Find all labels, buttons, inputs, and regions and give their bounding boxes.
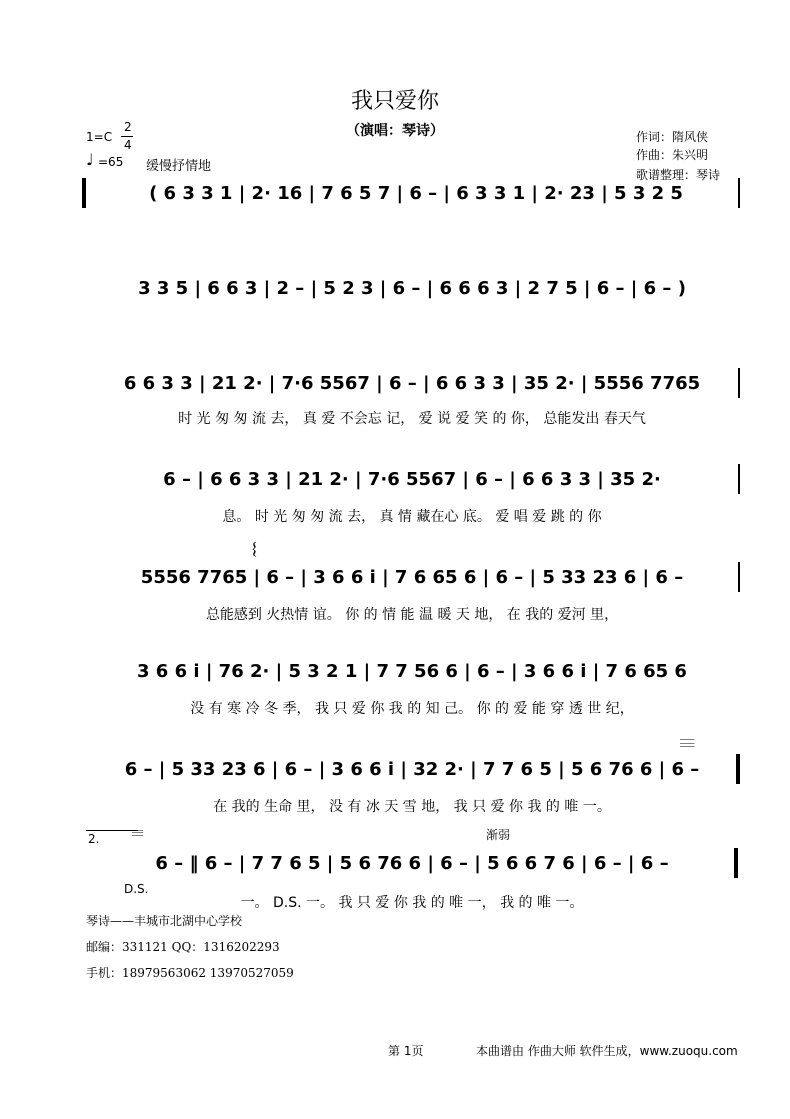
- barline: [738, 368, 740, 398]
- score-row-7: [82, 754, 742, 784]
- lyric-line-7: 在 我的 生命 里， 没 有 冰 天 雪 地， 我 只 爱 你 我 的 唯 一。: [213, 799, 611, 815]
- song-title: 我只爱你: [350, 89, 439, 114]
- notes: 3 3 5 | 6 6 3 | 2 – | 5 2 3 | 6 – | 6 6 6 3 | 2 7 5 | 6 – | 6 – ): [138, 277, 686, 299]
- lyric-line-4: 息。 时 光 匆 匆 流 去， 真 情 藏在心 底。 爱 唱 爱 跳 的 你: [222, 509, 602, 525]
- coda-icon: 𝄘: [132, 826, 144, 842]
- page-number: 第 1页: [388, 1044, 424, 1058]
- notes: 6 – | 5 33 23 6 | 6 – | 3 6 6 i | 32 2· | 7 7 6 5 | 5 6 76 6 | 6 –: [124, 758, 700, 780]
- time-signature-bottom: 4: [124, 138, 132, 152]
- arranger-credit: 歌谱整理：琴诗: [636, 168, 721, 182]
- performer-subtitle: （演唱：琴诗）: [346, 123, 444, 139]
- time-signature-line: [121, 136, 133, 137]
- score-row-8: [82, 848, 742, 878]
- score-row-4: [82, 464, 742, 494]
- composer-credit: 作曲：朱兴明: [636, 148, 709, 162]
- barline: [738, 178, 740, 208]
- score-row-6: [82, 656, 742, 686]
- notes: 5556 7765 | 6 – | 3 6 6 i | 7 6 65 6 | 6 – | 5 33 23 6 | 6 –: [140, 566, 684, 588]
- segno-icon: 𝄔: [252, 540, 257, 561]
- quarter-note-icon: ♩: [86, 150, 94, 169]
- score-row-3: [82, 368, 742, 398]
- lyric-line-6: 没 有 寒 冷 冬 季， 我 只 爱 你 我 的 知 己。 你 的 爱 能 穿 透 世 纪，: [190, 701, 634, 717]
- score-row-2: [82, 273, 742, 303]
- notes: 6 – ‖ 6 – | 7 7 6 5 | 5 6 76 6 | 6 – | 5 6 6 7 6 | 6 – | 6 –: [155, 852, 669, 874]
- key-signature: 1=C: [86, 130, 113, 144]
- author-info: 琴诗——丰城市北湖中心学校: [86, 914, 243, 928]
- expression-marking: 缓慢抒情地: [146, 159, 212, 174]
- score-row-5: [82, 562, 742, 592]
- notes: 6 – | 6 6 3 3 | 21 2· | 7·6 5567 | 6 – | 6 6 3 3 | 35 2·: [163, 468, 661, 490]
- lyric-line-3: 时 光 匆 匆 流 去， 真 爱 不会忘 记， 爱 说 爱 笑 的 你， 总能发出 春天气: [178, 411, 646, 427]
- notes: 6 6 3 3 | 21 2· | 7·6 5567 | 6 – | 6 6 3 3 | 35 2· | 5556 7765: [123, 372, 701, 394]
- notes: 3 6 6 i | 76 2· | 5 3 2 1 | 7 7 56 6 | 6 – | 3 6 6 i | 7 6 65 6: [137, 660, 687, 682]
- tempo-marking: =65: [98, 155, 124, 169]
- lyric-line-8: 一。 D.S. 一。 我 只 爱 你 我 的 唯 一， 我 的 唯 一。: [240, 895, 584, 911]
- repeat-start-barline: [82, 178, 86, 208]
- volta-bracket: [86, 830, 138, 831]
- lyricist-credit: 作词：隋风侠: [636, 130, 709, 144]
- barline: [738, 562, 740, 592]
- final-barline: [734, 848, 738, 878]
- coda-icon: 𝄘: [680, 734, 695, 755]
- generator-note: 本曲谱由 作曲大师 软件生成，www.zuoqu.com: [476, 1044, 738, 1058]
- score-row-1: [82, 178, 742, 208]
- postal-info: 邮编：331121 QQ：1316202293: [86, 940, 280, 954]
- diminuendo-mark: 渐弱: [486, 828, 511, 842]
- barline: [738, 464, 740, 494]
- notes: ( 6 3 3 1 | 2· 16 | 7 6 5 7 | 6 – | 6 3 3 1 | 2· 23 | 5 3 2 5: [149, 182, 683, 204]
- dal-segno-mark: D.S.: [124, 882, 149, 896]
- repeat-end-barline: [736, 754, 740, 784]
- lyric-line-5: 总能感到 火热情 谊。 你 的 情 能 温 暖 天 地， 在 我的 爱河 里，: [205, 607, 619, 623]
- second-ending-mark: 2.: [88, 832, 100, 846]
- phone-info: 手机：18979563062 13970527059: [86, 966, 294, 980]
- time-signature-top: 2: [124, 120, 132, 134]
